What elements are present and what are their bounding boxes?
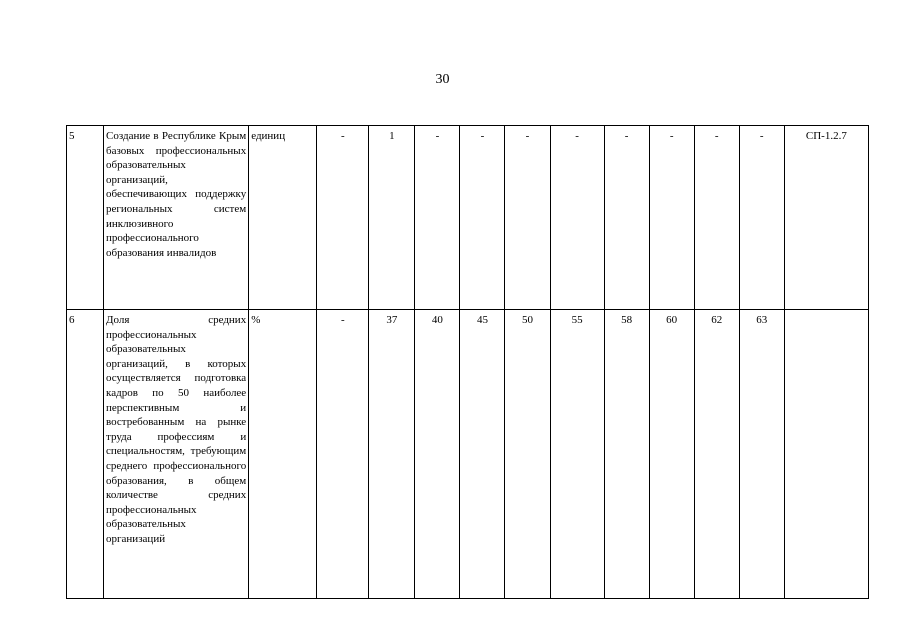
indicator-name: Доля средних профессиональных образовательных организаций, в которых осуществляется подготовка кадров по 50 наиболее перспективным и востребованным на рынке труда профессиям и специальностям, требующим среднего профессионального образования, в общем количестве средних профессиональных образовательных организаций xyxy=(104,310,249,599)
value-cell: 55 xyxy=(550,310,604,599)
value-cell: 62 xyxy=(694,310,739,599)
value-cell: - xyxy=(317,126,369,310)
value-cell: - xyxy=(415,126,460,310)
value-cell: - xyxy=(649,126,694,310)
value-cell: - xyxy=(460,126,505,310)
value-cell: 1 xyxy=(369,126,415,310)
row-number: 5 xyxy=(67,126,104,310)
value-cell: 45 xyxy=(460,310,505,599)
row-number: 6 xyxy=(67,310,104,599)
value-cell: - xyxy=(317,310,369,599)
unit-cell: единиц xyxy=(249,126,317,310)
value-cell: 58 xyxy=(604,310,649,599)
indicator-name: Создание в Республике Крым базовых профессиональных образовательных организаций, обеспечивающих поддержку региональных систем инклюзивного профессионального образования инвалидов xyxy=(104,126,249,310)
value-cell: - xyxy=(694,126,739,310)
value-cell: 37 xyxy=(369,310,415,599)
value-cell: 40 xyxy=(415,310,460,599)
value-cell: 50 xyxy=(505,310,550,599)
page-number: 30 xyxy=(435,72,450,87)
value-cell: 60 xyxy=(649,310,694,599)
value-cell: - xyxy=(550,126,604,310)
value-cell: - xyxy=(505,126,550,310)
table-row xyxy=(67,126,869,310)
reference-cell xyxy=(784,310,868,599)
indicators-table xyxy=(66,125,869,599)
value-cell: - xyxy=(604,126,649,310)
table-row xyxy=(67,310,869,599)
value-cell: 63 xyxy=(739,310,784,599)
value-cell: - xyxy=(739,126,784,310)
reference-cell: СП-1.2.7 xyxy=(784,126,868,310)
unit-cell: % xyxy=(249,310,317,599)
